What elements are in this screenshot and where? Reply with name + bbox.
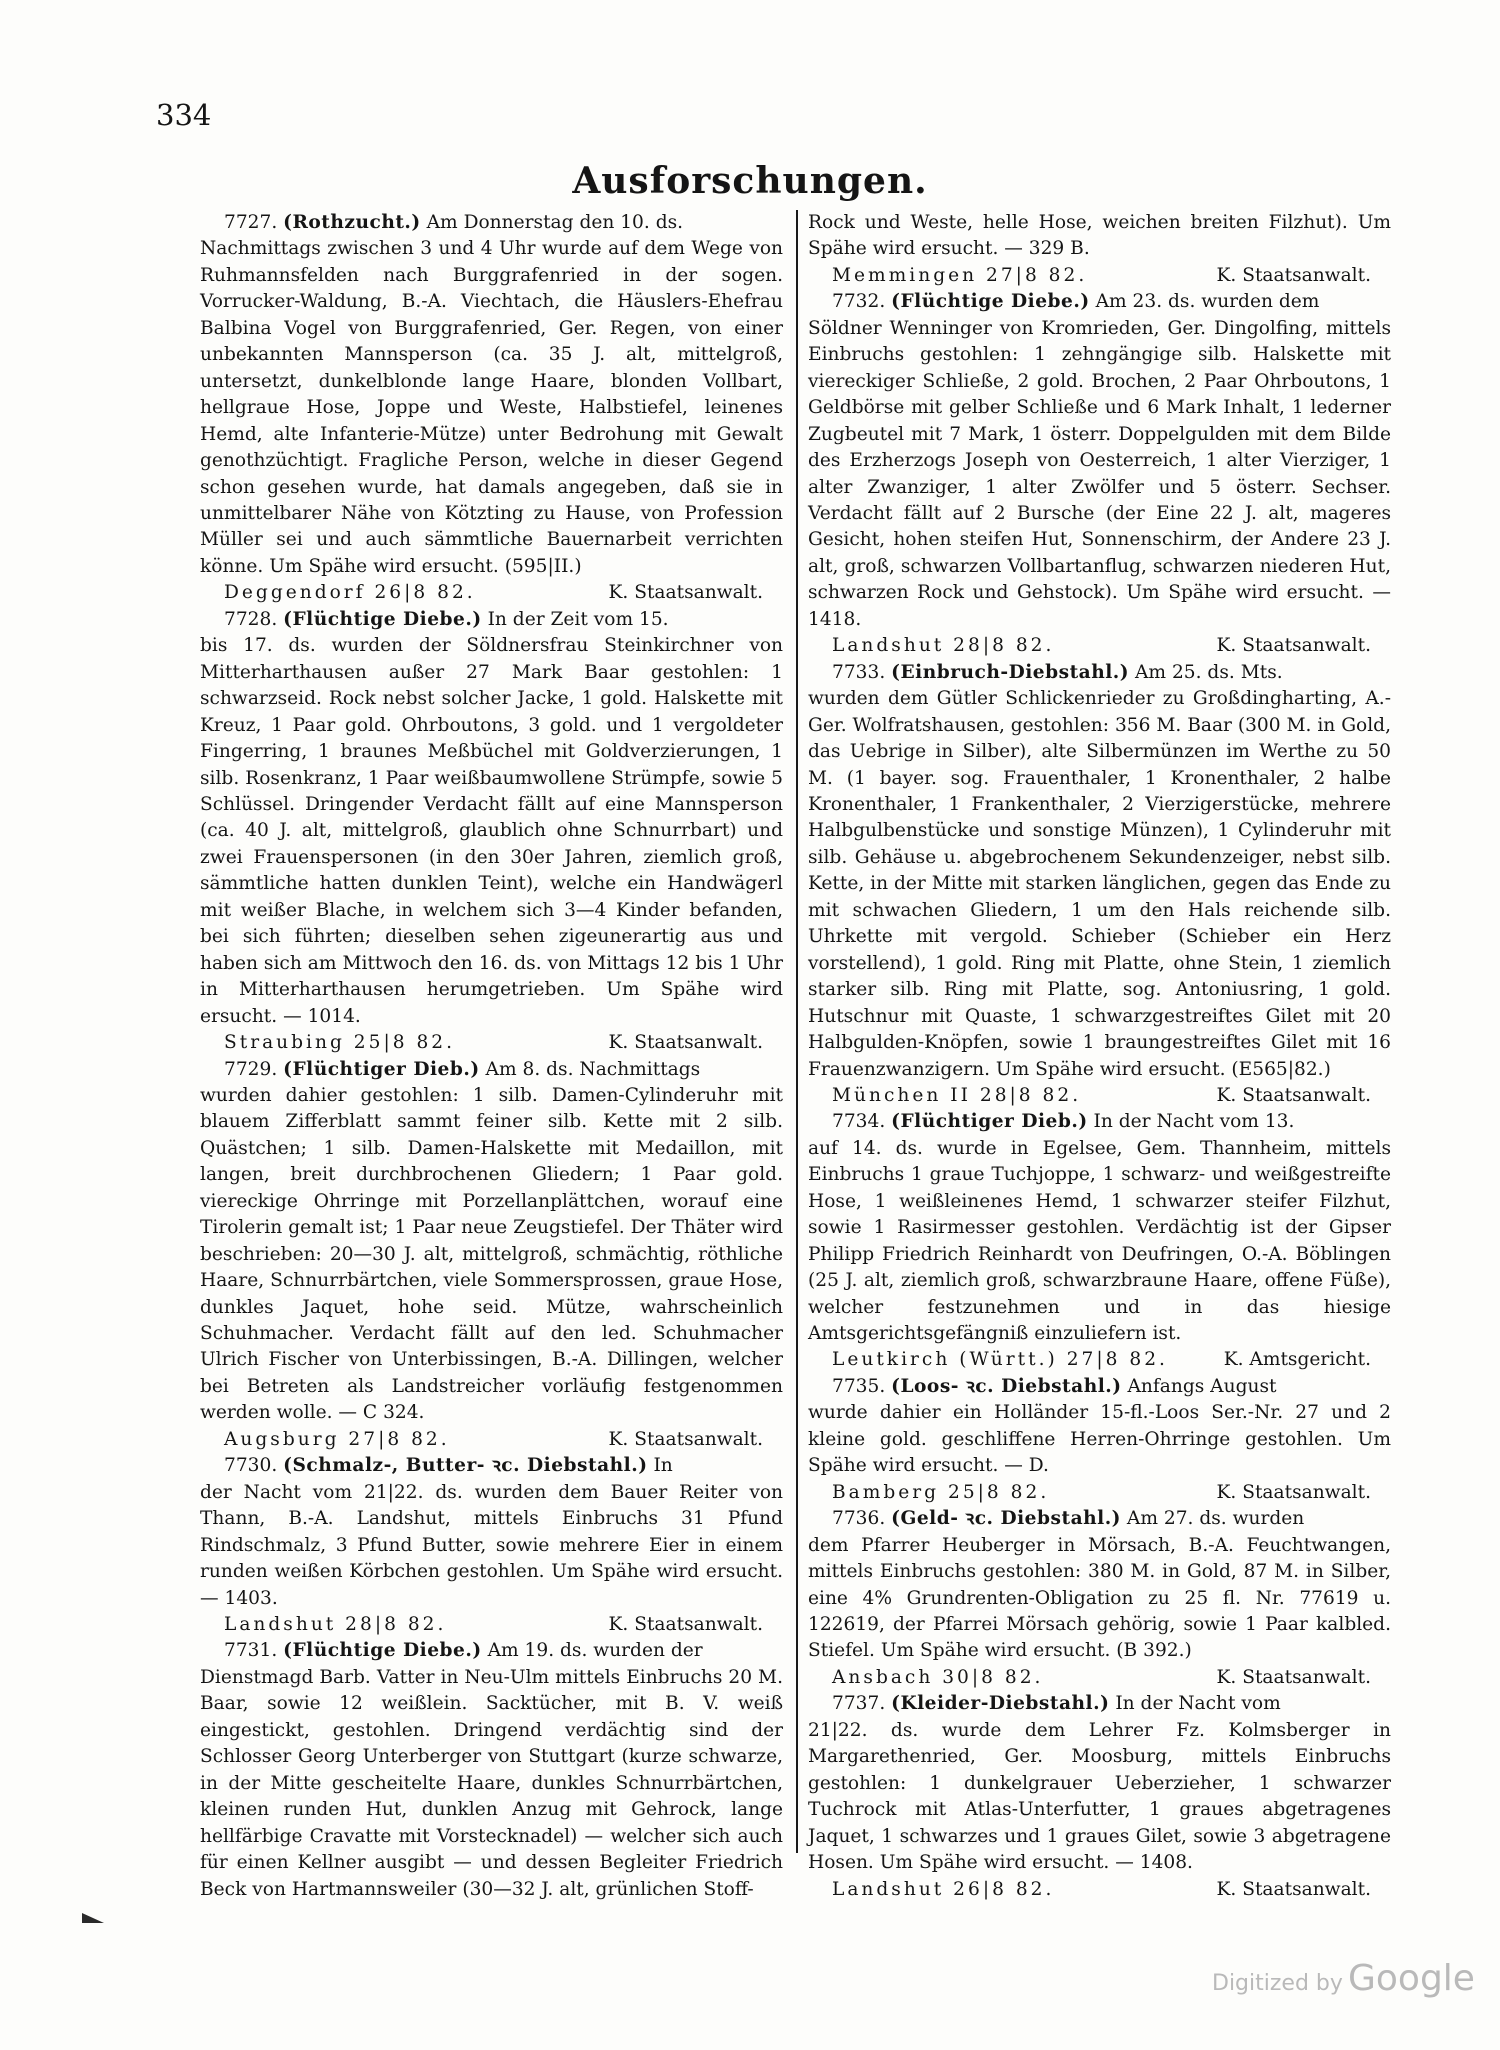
entry-signature — [808, 263, 1391, 289]
entry-heading: (Schmalz-, Butter- ꝛc. Diebstahl.) — [283, 1455, 648, 1477]
entry-signature — [808, 1083, 1391, 1109]
entry-place: Ansbach 30|8 82. — [832, 1666, 1044, 1688]
entry-signature — [200, 1030, 783, 1056]
entry-text: dem Pfarrer Heuberger in Mörsach, B.-A. Feuchtwangen, mittels Einbruchs gestohlen: 380 M. in Gold, 87 M. in Silber, eine 4% Grundrenten-Obligation zu 25 fl. Nr. 77619 u. 122619, der Pfarrei Mörsach gehörig, sowie 1 Paar kalbled. Stiefel. Um Spähe wird ersucht. (B 392.) — [808, 1534, 1391, 1662]
entry-lead: Am 8. ds. Nachmittags — [479, 1058, 701, 1080]
entry-place: Landshut 28|8 82. — [224, 1614, 447, 1636]
entry-authority: K. Amtsgericht. — [1223, 1349, 1371, 1371]
entry-text: bis 17. ds. wurden der Söldnersfrau Steinkirchner von Mitterharthausen außer 27 Mark Baar gestohlen: 1 schwarzseid. Rock nebst solcher Jacke, 1 gold. Halskette mit Kreuz, 1 Paar gold. Ohrboutons, 3 gold. und 1 vergoldeter Fingerring, 1 braunes Meßbüchel mit Goldverzierungen, 1 silb. Rosenkranz, 1 Paar weißbaumwollene Strümpfe, sowie 5 Schlüssel. Dringender Verdacht fällt auf eine Mannsperson (ca. 40 J. alt, mittelgroß, glaublich ohne Schnurrbart) und zwei Frauenspersonen (in den 30er Jahren, ziemlich groß, sämmtliche hatten dunklen Teint), welche ein Handwägerl mit weißer Blache, in welchem sich 3—4 Kinder befanden, bei sich führten; dieselben sehen zigeunerartig aus und haben sich am Mittwoch den 16. ds. von Mittags 12 bis 1 Uhr in Mitterharthausen herumgetrieben. Um Spähe wird ersucht. — 1014. — [200, 635, 783, 1027]
entry-text: wurde dahier ein Holländer 15-fl.-Loos Ser.-Nr. 27 und 2 kleine gold. geschliffene Herren-Ohrringe gestohlen. Um Spähe wird ersucht. — D. — [808, 1402, 1391, 1477]
entry-signature — [200, 580, 783, 606]
entry-7731 — [200, 1638, 783, 1903]
entry-signature — [200, 1612, 783, 1638]
entry-text: 21|22. ds. wurde dem Lehrer Fz. Kolmsberger in Margarethenried, Ger. Moosburg, mittels Einbruchs gestohlen: 1 dunkelgrauer Ueberzieher, 1 schwarzer Tuchrock mit Atlas-Unterfutter, 1 graues abgetragenes Jaquet, 1 schwarzes und 1 graues Gilet, sowie 3 abgetragene Hosen. Um Spähe wird ersucht. — 1408. — [808, 1719, 1391, 1874]
entry-place: München II 28|8 82. — [832, 1084, 1082, 1106]
entry-7732 — [808, 289, 1391, 659]
entry-lead: In der Zeit vom 15. — [481, 608, 669, 630]
entry-heading: (Loos- ꝛc. Diebstahl.) — [891, 1375, 1122, 1397]
entry-7731-continued — [808, 210, 1391, 289]
column-divider — [796, 210, 798, 1853]
entry-text: Nachmittags zwischen 3 und 4 Uhr wurde auf dem Wege von Ruhmannsfelden nach Burggrafenried in der sogen. Vorrucker-Waldung, B.-A. Viechtach, die Häuslers-Ehefrau Balbina Vogel von Burggrafenried, Ger. Regen, von einer unbekannten Mannsperson (ca. 35 J. alt, mittelgroß, untersetzt, dunkelblonde lange Haare, blonden Vollbart, hellgraue Hose, Joppe und Weste, Halbstiefel, leinenes Hemd, alte Infanterie-Mütze) unter Bedrohung mit Gewalt genothzüchtigt. Fragliche Person, welche in dieser Gegend schon gesehen wurde, hat damals angegeben, daß sie in unmittelbarer Nähe von Kötzting zu Hause, von Profession Müller sei und auch sämmtliche Bauernarbeit verrichten könne. Um Spähe wird ersucht. (595|II.) — [200, 238, 783, 577]
scan-corner-mark — [82, 1913, 104, 1923]
entry-authority: K. Staatsanwalt. — [608, 1428, 763, 1450]
entry-text: wurden dahier gestohlen: 1 silb. Damen-Cylinderuhr mit blauem Zifferblatt sammt feiner silb. Kette mit 2 silb. Quästchen; 1 silb. Damen-Halskette mit Medaillon, mit langen, breit durchbrochenen Gliedern; 1 Paar gold. viereckige Ohrringe mit Porzellanplättchen, worauf eine Tirolerin gemalt ist; 1 Paar neue Zeugstiefel. Der Thäter wird beschrieben: 20—30 J. alt, mittelgroß, schmächtig, röthliche Haare, Schnurrbärtchen, viele Sommersprossen, graue Hose, dunkles Jaquet, hohe seid. Mütze, wahrscheinlich Schuhmacher. Verdacht fällt auf den led. Schuhmacher Ulrich Fischer von Unterbissingen, B.-A. Dillingen, welcher bei Betreten als Landstreicher vorläufig festgenommen werden wolle. — C 324. — [200, 1084, 783, 1424]
entry-place: Leutkirch (Württ.) 27|8 82. — [832, 1349, 1168, 1371]
digitized-by-google-watermark — [1212, 1958, 1475, 1999]
entry-authority: K. Staatsanwalt. — [1216, 635, 1371, 657]
entry-7734 — [808, 1109, 1391, 1374]
entry-lead: In — [647, 1455, 673, 1477]
entry-7729 — [200, 1057, 783, 1454]
entry-text: wurden dem Gütler Schlickenrieder zu Großdingharting, A.-Ger. Wolfratshausen, gestohlen: 356 M. Baar (300 M. in Gold, das Uebrige in Silber), alte Silbermünzen im Werthe zu 50 M. (1 bayer. sog. Frauenthaler, 1 Kronenthaler, 2 halbe Kronenthaler, 1 Frankenthaler, 2 Vierzigerstücke, mehrere Halbgulbenstücke und sonstige Münzen), 1 Cylinderuhr mit silb. Gehäuse u. abgebrochenem Sekundenzeiger, nebst silb. Kette, in der Mitte mit starken länglichen, gegen das Ende zu mit schwachen Gliedern, 1 um den Hals reichende silb. Uhrkette mit vergold. Schieber (Schieber ein Herz vorstellend), 1 gold. Ring mit Platte, ohne Stein, 1 ziemlich starker silb. Ring mit Platte, sog. Antoniusring, 1 gold. Hutschnur mit Quaste, 1 schwarzgestreiftes Gilet mit 20 Halbgulden-Knöpfen, sowie 1 braungestreiftes Gilet mit 16 Frauenzwanzigern. Um Spähe wird ersucht. (E565|82.) — [808, 688, 1391, 1080]
entry-place: Augsburg 27|8 82. — [224, 1428, 450, 1450]
entry-authority: K. Staatsanwalt. — [1216, 1084, 1371, 1106]
entry-authority: K. Staatsanwalt. — [1216, 1666, 1371, 1688]
entry-heading: (Einbruch-Diebstahl.) — [891, 661, 1130, 683]
entry-text: Rock und Weste, helle Hose, weichen breiten Filzhut). Um Spähe wird ersucht. — 329 B. — [808, 212, 1391, 260]
entry-place: Landshut 28|8 82. — [832, 635, 1055, 657]
left-column — [200, 210, 783, 1903]
entry-7733 — [808, 660, 1391, 1110]
entry-signature — [808, 1665, 1391, 1691]
entry-7730 — [200, 1453, 783, 1638]
entry-number: 7733. — [832, 661, 886, 683]
entry-signature — [808, 633, 1391, 659]
entry-text: Söldner Wenninger von Kromrieden, Ger. Dingolfing, mittels Einbruchs gestohlen: 1 zehngängige silb. Halskette mit viereckiger Schließe, 2 gold. Brochen, 2 Paar Ohrboutons, 1 Geldbörse mit gelber Schließe und 6 Mark Inhalt, 1 lederner Zugbeutel mit 7 Mark, 1 österr. Doppelgulden mit dem Bilde des Erzherzogs Joseph von Oesterreich, 1 alter Vierziger, 1 alter Zwanziger, 1 alter Zwölfer und 5 österr. Sechser. Verdacht fällt auf 2 Bursche (der Eine 22 J. alt, mageres Gesicht, hohen steifen Hut, Sonnenschirm, der Andere 23 J. alt, groß, schwarzen Vollbartanflug, schwarzen niederen Hut, schwarzen Rock und Gehstock). Um Spähe wird ersucht. — 1418. — [808, 317, 1391, 630]
entry-text: der Nacht vom 21|22. ds. wurden dem Bauer Reiter von Thann, B.-A. Landshut, mittels Einbruchs 31 Pfund Rindschmalz, 3 Pfund Butter, sowie mehrere Eier in einem runden weißen Körbchen gestohlen. Um Spähe wird ersucht. — 1403. — [200, 1481, 783, 1609]
entry-signature — [200, 1427, 783, 1453]
entry-number: 7736. — [832, 1508, 886, 1530]
page-number: 334 — [156, 98, 212, 132]
entry-7737 — [808, 1691, 1391, 1903]
entry-number: 7729. — [224, 1058, 278, 1080]
watermark-prefix: Digitized by — [1212, 1971, 1343, 1996]
entry-number: 7737. — [832, 1693, 886, 1715]
entry-heading: (Rothzucht.) — [283, 212, 421, 233]
entry-number: 7728. — [224, 608, 278, 630]
entry-heading: (Flüchtige Diebe.) — [283, 1640, 482, 1662]
entry-lead: Am 25. ds. Mts. — [1129, 661, 1283, 683]
entry-place: Bamberg 25|8 82. — [832, 1481, 1050, 1503]
entry-number: 7727. — [224, 212, 278, 233]
entry-number: 7734. — [832, 1111, 886, 1133]
entry-heading: (Geld- ꝛc. Diebstahl.) — [891, 1508, 1121, 1530]
entry-place: Deggendorf 26|8 82. — [224, 582, 476, 604]
entry-place: Landshut 26|8 82. — [832, 1878, 1055, 1900]
entry-place: Memmingen 27|8 82. — [832, 264, 1088, 286]
entry-authority: K. Staatsanwalt. — [1216, 1878, 1371, 1900]
entry-lead: Anfangs August — [1121, 1375, 1277, 1397]
entry-text: Dienstmagd Barb. Vatter in Neu-Ulm mittels Einbruchs 20 M. Baar, sowie 12 weißlein. Sacktücher, mit B. V. weiß eingestickt, gestohlen. Dringend verdächtig sind der Schlosser Georg Unterberger von Stuttgart (kurze schwarze, in der Mitte gescheitelte Haare, dunkles Schnurrbärtchen, kleinen runden Hut, dunklen Anzug mit Gehrock, lange hellfärbige Cravatte mit Vorstecknadel) — welcher sich auch für einen Kellner ausgibt — und dessen Begleiter Friedrich Beck von Hartmannsweiler (30—32 J. alt, grünlichen Stoff- — [200, 1666, 783, 1900]
entry-signature — [808, 1347, 1391, 1373]
entry-lead: Am Donnerstag den 10. ds. — [420, 212, 684, 233]
entry-lead: Am 27. ds. wurden — [1120, 1508, 1305, 1530]
entry-authority: K. Staatsanwalt. — [608, 1032, 763, 1054]
entry-authority: K. Staatsanwalt. — [608, 1614, 763, 1636]
entry-heading: (Flüchtige Diebe.) — [283, 608, 482, 630]
entry-heading: (Kleider-Diebstahl.) — [891, 1693, 1110, 1715]
right-column — [808, 210, 1391, 1903]
entry-lead: Am 19. ds. wurden der — [481, 1640, 703, 1662]
entry-lead: Am 23. ds. wurden dem — [1089, 291, 1320, 313]
entry-text: auf 14. ds. wurde in Egelsee, Gem. Thannheim, mittels Einbruchs 1 graue Tuchjoppe, 1 schwarz- und weißgestreifte Hose, 1 weißleinenes Hemd, 1 schwarzer steifer Filzhut, sowie 1 Rasirmesser gestohlen. Verdächtig ist der Gipser Philipp Friedrich Reinhardt von Deufringen, O.-A. Böblingen (25 J. alt, ziemlich groß, schwarzbraune Haare, offene Füße), welcher festzunehmen und in das hiesige Amtsgerichtsgefängniß einzuliefern ist. — [808, 1137, 1391, 1345]
entry-7735 — [808, 1374, 1391, 1506]
entry-number: 7731. — [224, 1640, 278, 1662]
entry-authority: K. Staatsanwalt. — [1216, 264, 1371, 286]
entry-7727 — [200, 210, 783, 607]
entry-heading: (Flüchtige Diebe.) — [891, 291, 1090, 313]
page-title: Ausforschungen. — [572, 160, 928, 202]
entry-signature — [808, 1877, 1391, 1903]
entry-7728 — [200, 607, 783, 1057]
entry-place: Straubing 25|8 82. — [224, 1032, 456, 1054]
entry-7736 — [808, 1506, 1391, 1691]
entry-authority: K. Staatsanwalt. — [608, 582, 763, 604]
entry-lead: In der Nacht vom — [1109, 1693, 1281, 1715]
entry-heading: (Flüchtiger Dieb.) — [891, 1111, 1088, 1133]
entry-number: 7730. — [224, 1455, 278, 1477]
google-logo: Google — [1348, 1958, 1475, 1999]
entry-number: 7732. — [832, 291, 886, 313]
entry-authority: K. Staatsanwalt. — [1216, 1481, 1371, 1503]
entry-heading: (Flüchtiger Dieb.) — [283, 1058, 480, 1080]
entry-signature — [808, 1480, 1391, 1506]
entry-number: 7735. — [832, 1375, 886, 1397]
entry-lead: In der Nacht vom 13. — [1087, 1111, 1295, 1133]
